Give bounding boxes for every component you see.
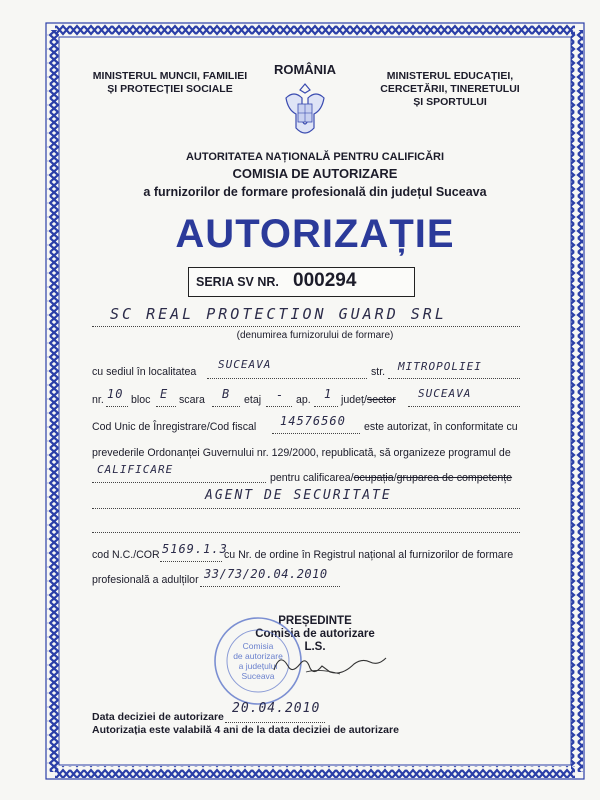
sector-label-struck: sector	[366, 394, 396, 406]
etaj-value: -	[276, 388, 285, 402]
nr-line	[106, 406, 128, 407]
ls-mark: L.S.	[304, 641, 326, 653]
street-label: str.	[371, 366, 386, 378]
committee-name: Comisia de autorizare	[255, 628, 375, 640]
judet-value: SUCEAVA	[418, 387, 472, 400]
right-ministry-line2: CERCETĂRII, TINERETULUI	[380, 83, 520, 95]
document-title: AUTORIZAȚIE	[175, 212, 455, 256]
series-box	[188, 267, 415, 297]
series-number: 000294	[293, 270, 357, 291]
left-ministry-line2: ȘI PROTECȚIEI SOCIALE	[107, 83, 233, 95]
cui-label: Cod Unic de Înregistrare/Cod fiscal	[92, 421, 257, 433]
right-ministry-line3: ȘI SPORTULUI	[413, 96, 487, 108]
coat-of-arms-icon	[280, 80, 330, 140]
program-label	[270, 472, 512, 484]
scara-line	[212, 406, 240, 407]
street-line	[388, 378, 520, 379]
ap-label: ap.	[296, 394, 311, 406]
left-ministry	[80, 70, 260, 96]
cui-value: 14576560	[280, 414, 346, 428]
judet-label-text: județ/	[341, 394, 367, 406]
country-name: ROMÂNIA	[273, 62, 337, 77]
stamp-line1: Comisia	[242, 641, 274, 651]
right-ministry	[365, 70, 535, 109]
scara-label: scara	[179, 394, 205, 406]
decision-date: 20.04.2010	[232, 701, 321, 716]
left-ministry-line1: MINISTERUL MUNCII, FAMILIEI	[92, 70, 248, 82]
registry-number: 33/73/20.04.2010	[204, 567, 328, 581]
decision-date-label: Data deciziei de autorizare	[92, 711, 224, 723]
commission-scope: a furnizorilor de formare profesională din județul Suceava	[143, 185, 487, 199]
blank-line	[92, 532, 520, 533]
occupation-value: AGENT DE SECURITATE	[205, 488, 392, 503]
street-value: MITROPOLIEI	[398, 360, 482, 373]
nr-value: 10	[107, 387, 124, 401]
provider-line	[92, 326, 520, 327]
city-label: cu sediul în localitatea	[92, 366, 197, 378]
city-value: SUCEAVA	[218, 358, 272, 371]
stamp-line2: de autorizare	[233, 651, 283, 661]
judet-line	[408, 406, 520, 407]
scara-value: B	[222, 387, 231, 401]
legal-text: prevederile Ordonanței Guvernului nr. 129/2000, republicată, să organizeze programul de	[92, 447, 511, 459]
authority-name: AUTORITATEA NAȚIONALĂ PENTRU CALIFICĂRI	[185, 151, 445, 163]
city-line	[207, 378, 367, 379]
bloc-line	[156, 406, 176, 407]
program-label-struck-2: gruparea de competențe	[396, 472, 513, 484]
registry-label: profesională a adulților	[92, 574, 199, 586]
bloc-value: E	[160, 387, 169, 401]
commission-name: COMISIA DE AUTORIZARE	[232, 166, 398, 181]
provider-name: SC REAL PROTECTION GUARD SRL	[110, 305, 447, 323]
program-label-sep: /	[393, 472, 397, 484]
ap-line	[314, 406, 338, 407]
occupation-line	[92, 508, 520, 509]
program-value: CALIFICARE	[97, 463, 174, 476]
signature-scribble-icon	[270, 646, 390, 682]
decision-date-line	[225, 722, 325, 723]
cor-code: 5169.1.3	[162, 542, 228, 556]
cor-line	[160, 561, 222, 562]
provider-caption: (denumirea furnizorului de formare)	[236, 330, 394, 341]
judet-label	[341, 394, 396, 406]
nr-label: nr.	[92, 394, 104, 406]
stamp-line3: a județului	[238, 661, 278, 671]
stamp-line4: Suceava	[241, 671, 275, 681]
ap-value: 1	[324, 387, 333, 401]
cui-line	[272, 433, 360, 434]
registry-line	[200, 586, 340, 587]
program-label-struck-1: ocupația	[353, 472, 394, 484]
etaj-line	[266, 406, 292, 407]
validity-text: Autorizația este valabilă 4 ani de la data deciziei de autorizare	[92, 724, 399, 736]
program-label-prefix: pentru calificarea/	[270, 472, 354, 484]
etaj-label: etaj	[244, 394, 262, 406]
bloc-label: bloc	[131, 394, 151, 406]
cor-text-after: cu Nr. de ordine în Registrul național al furnizorilor de formare	[224, 549, 514, 561]
right-ministry-line1: MINISTERUL EDUCAȚIEI,	[386, 70, 514, 82]
cor-label: cod N.C./COR	[92, 549, 160, 561]
program-line	[92, 482, 266, 483]
series-label: SERIA SV NR.	[196, 275, 279, 289]
cui-text-after: este autorizat, în conformitate cu	[364, 421, 518, 433]
president-title: PREȘEDINTE	[278, 615, 352, 627]
